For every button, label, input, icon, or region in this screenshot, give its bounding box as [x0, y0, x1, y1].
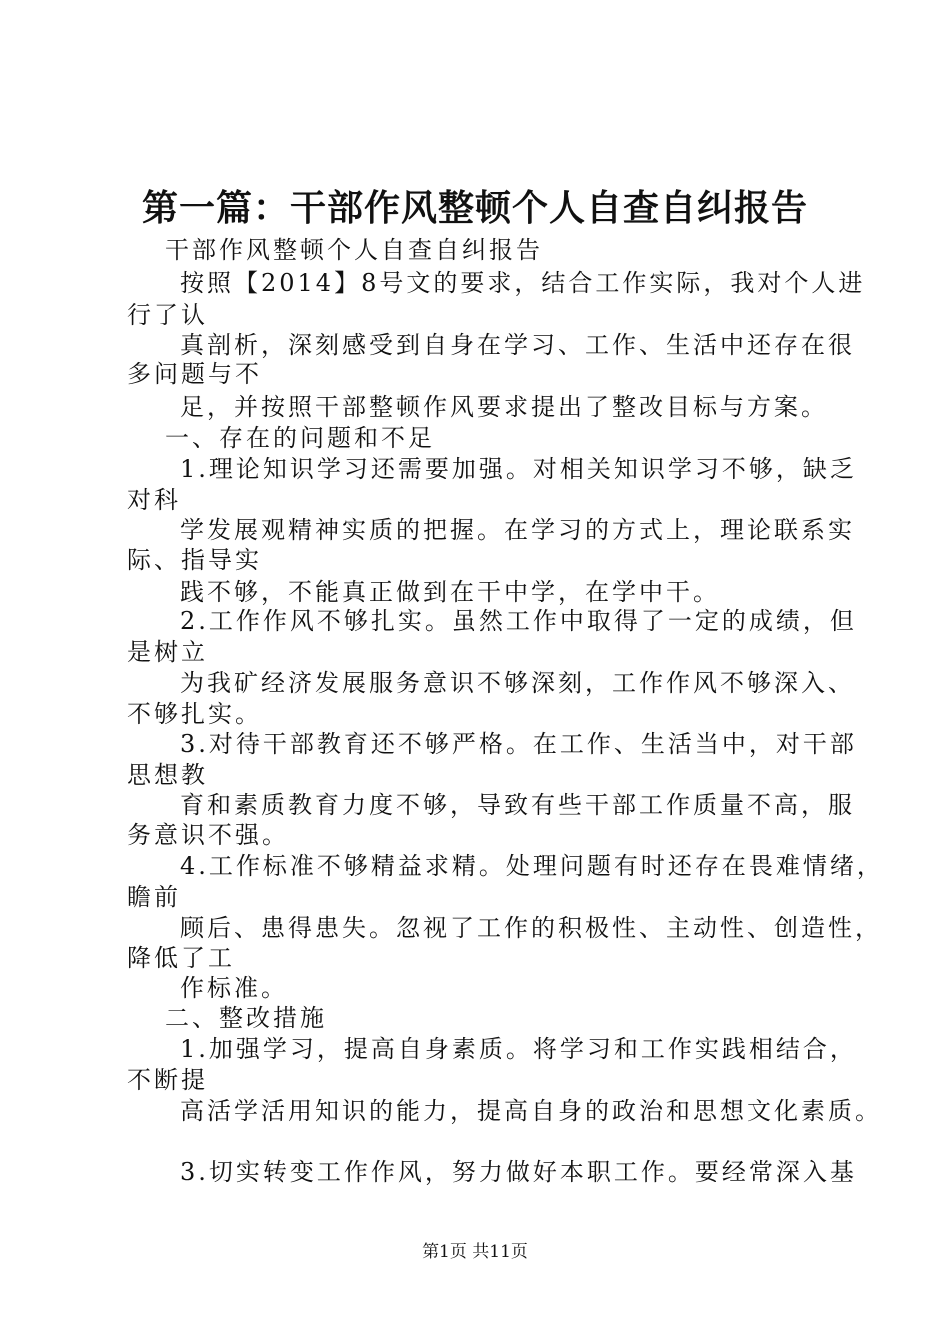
body-line: 作标准。: [180, 974, 288, 1002]
body-line: 对科: [127, 486, 181, 514]
body-line: 践不够，不能真正做到在干中学，在学中干。: [180, 578, 720, 606]
body-line: 干部作风整顿个人自查自纠报告: [165, 236, 543, 264]
body-line: 务意识不强。: [127, 821, 289, 849]
body-line: 不够扎实。: [127, 700, 262, 728]
section-heading: 一、存在的问题和不足: [165, 424, 435, 452]
body-line: 降低了工: [127, 944, 235, 972]
body-line: 4.工作标准不够精益求精。处理问题有时还存在畏难情绪，: [180, 852, 884, 880]
body-line: 思想教: [127, 761, 208, 789]
body-line: 行了认: [127, 301, 208, 329]
body-line: 按照【2014】8号文的要求，结合工作实际，我对个人进: [180, 269, 866, 297]
body-line: 学发展观精神实质的把握。在学习的方式上，理论联系实: [180, 516, 855, 544]
body-line: 1.理论知识学习还需要加强。对相关知识学习不够，缺乏: [180, 455, 857, 483]
body-line: 3.切实转变工作作风，努力做好本职工作。要经常深入基: [180, 1158, 857, 1186]
body-line: 际、指导实: [127, 546, 262, 574]
body-line: 育和素质教育力度不够，导致有些干部工作质量不高，服: [180, 791, 855, 819]
body-line: 真剖析，深刻感受到自身在学习、工作、生活中还存在很: [180, 331, 855, 359]
body-line: 为我矿经济发展服务意识不够深刻，工作作风不够深入、: [180, 669, 855, 697]
body-line: 足，并按照干部整顿作风要求提出了整改目标与方案。: [180, 393, 828, 421]
document-title: 第一篇：干部作风整顿个人自查自纠报告: [141, 187, 808, 229]
body-line: 2.工作作风不够扎实。虽然工作中取得了一定的成绩，但: [180, 607, 857, 635]
section-heading: 二、整改措施: [165, 1004, 327, 1032]
page-number-footer: 第1页 共11页: [422, 1242, 528, 1262]
body-line: 1.加强学习，提高自身素质。将学习和工作实践相结合，: [180, 1035, 857, 1063]
body-line: 3.对待干部教育还不够严格。在工作、生活当中，对干部: [180, 730, 857, 758]
body-line: 是树立: [127, 638, 208, 666]
body-line: 瞻前: [127, 883, 181, 911]
body-line: 多问题与不: [127, 360, 262, 388]
body-line: 顾后、患得患失。忽视了工作的积极性、主动性、创造性，: [180, 914, 882, 942]
body-line: 高活学活用知识的能力，提高自身的政治和思想文化素质。: [180, 1097, 882, 1125]
body-line: 不断提: [127, 1066, 208, 1094]
